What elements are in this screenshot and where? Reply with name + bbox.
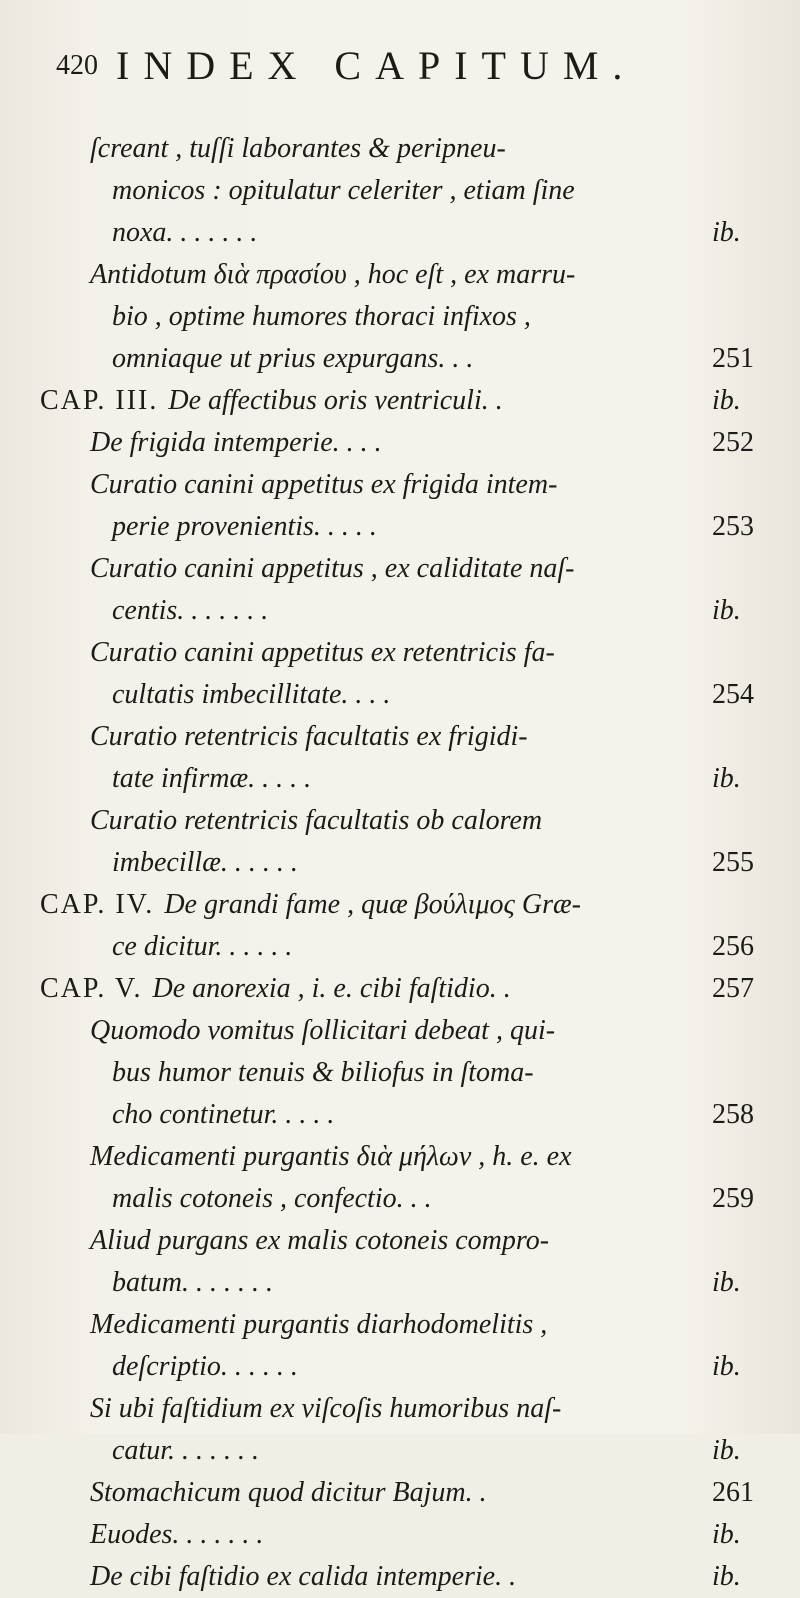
entry-text: cho continetur. . . . . [112, 1099, 335, 1130]
entry-line [0, 1472, 800, 1514]
entry-text: Aliud purgans ex malis cotoneis compro- [90, 1225, 550, 1256]
entry-text: centis. . . . . . . [112, 595, 269, 626]
entry-text: omniaque ut prius expurgans. . . [112, 343, 474, 374]
page-number: 420 [56, 50, 98, 81]
entry-page-ref: 256 [712, 931, 754, 962]
entry-page-ref: ib. [712, 595, 741, 626]
entry-text: De affectibus oris ventriculi. . [168, 385, 503, 416]
page-header [56, 38, 756, 98]
entry-line [0, 968, 800, 1010]
entry-text: Medicamenti purgantis διὰ μήλων , h. e. ex [90, 1141, 572, 1172]
index-entry [0, 1010, 800, 1136]
entry-page-ref: 261 [712, 1477, 754, 1508]
chapter-label: CAP. III. [40, 385, 159, 416]
entry-text: Curatio canini appetitus ex retentricis fa- [90, 637, 555, 668]
entry-line [0, 1514, 800, 1556]
entry-text: ce dicitur. . . . . . [112, 931, 293, 962]
index-entries [0, 128, 800, 1598]
entry-line [0, 380, 800, 422]
entry-page-ref: ib. [712, 217, 741, 248]
entry-text: Stomachicum quod dicitur Bajum. . [90, 1477, 487, 1508]
entry-page-ref: 259 [712, 1183, 754, 1214]
entry-line [0, 674, 800, 716]
entry-line [0, 1052, 800, 1094]
entry-line [0, 926, 800, 968]
entry-text: deſcriptio. . . . . . [112, 1351, 298, 1382]
index-entry [0, 422, 800, 464]
entry-text: Curatio canini appetitus ex frigida intem- [90, 469, 558, 500]
entry-page-ref: ib. [712, 1435, 741, 1466]
index-entry [0, 1136, 800, 1220]
entry-text: De frigida intemperie. . . . [90, 427, 382, 458]
entry-page-ref: 257 [712, 973, 754, 1004]
index-entry [0, 716, 800, 800]
entry-page-ref: 251 [712, 343, 754, 374]
entry-line [0, 884, 800, 926]
entry-text: Euodes. . . . . . . [90, 1519, 264, 1550]
entry-page-ref: 253 [712, 511, 754, 542]
entry-line [0, 128, 800, 170]
index-entry [0, 1220, 800, 1304]
entry-text: perie provenientis. . . . . [112, 511, 377, 542]
entry-page-ref: ib. [712, 1519, 741, 1550]
entry-text: malis cotoneis , confectio. . . [112, 1183, 432, 1214]
entry-line [0, 338, 800, 380]
entry-page-ref: 254 [712, 679, 754, 710]
entry-text: imbecillæ. . . . . . [112, 847, 298, 878]
entry-text: Si ubi faſtidium ex viſcoſis humoribus naſ- [90, 1393, 562, 1424]
entry-line [0, 1556, 800, 1598]
entry-page-ref: 252 [712, 427, 754, 458]
entry-line [0, 1094, 800, 1136]
entry-text: Antidotum διὰ πρασίου , hoc eſt , ex marru- [90, 259, 576, 290]
entry-line [0, 590, 800, 632]
entry-line [0, 1430, 800, 1472]
index-entry [0, 128, 800, 254]
entry-text: Curatio retentricis facultatis ob calorem [90, 805, 543, 836]
entry-line [0, 170, 800, 212]
index-entry [0, 254, 800, 380]
entry-page-ref: ib. [712, 763, 741, 794]
index-entry [0, 1556, 800, 1598]
entry-line [0, 842, 800, 884]
entry-line [0, 464, 800, 506]
entry-page-ref: ib. [712, 1267, 741, 1298]
index-entry [0, 800, 800, 884]
entry-line [0, 1304, 800, 1346]
chapter-label: CAP. IV. [40, 889, 155, 920]
entry-text: batum. . . . . . . [112, 1267, 273, 1298]
entry-line [0, 632, 800, 674]
entry-line [0, 506, 800, 548]
entry-line [0, 296, 800, 338]
entry-line [0, 758, 800, 800]
entry-text: Medicamenti purgantis diarhodomelitis , [90, 1309, 548, 1340]
entry-text: Curatio retentricis facultatis ex frigidi- [90, 721, 528, 752]
entry-text: Curatio canini appetitus , ex caliditate naſ- [90, 553, 575, 584]
entry-line [0, 422, 800, 464]
index-entry [0, 632, 800, 716]
index-entry [0, 464, 800, 548]
index-entry [0, 1514, 800, 1556]
entry-text: Quomodo vomitus ſollicitari debeat , qui- [90, 1015, 556, 1046]
entry-page-ref: 258 [712, 1099, 754, 1130]
entry-text: bio , optime humores thoraci infixos , [112, 301, 531, 332]
entry-text: bus humor tenuis & biliofus in ſtoma- [112, 1057, 534, 1088]
entry-text: catur. . . . . . . [112, 1435, 259, 1466]
entry-page-ref: ib. [712, 1561, 741, 1592]
entry-text: De cibi faſtidio ex calida intemperie. . [90, 1561, 517, 1592]
entry-line [0, 1346, 800, 1388]
entry-text: noxa. . . . . . . [112, 217, 258, 248]
entry-text: ſcreant , tuſſi laborantes & peripneu- [90, 133, 506, 164]
entry-page-ref: ib. [712, 385, 741, 416]
entry-line [0, 254, 800, 296]
entry-text: monicos : opitulatur celeriter , etiam ſine [112, 175, 575, 206]
running-title: INDEX CAPITUM. [116, 43, 637, 88]
entry-line [0, 1136, 800, 1178]
index-entry [0, 884, 800, 968]
entry-line [0, 212, 800, 254]
entry-text: tate infirmæ. . . . . [112, 763, 312, 794]
entry-text: De anorexia , i. e. cibi faſtidio. . [152, 973, 511, 1004]
entry-line [0, 800, 800, 842]
entry-line [0, 1010, 800, 1052]
entry-line [0, 716, 800, 758]
entry-text: De grandi fame , quæ βούλιμος Græ- [164, 889, 581, 920]
index-entry [0, 968, 800, 1010]
entry-line [0, 1388, 800, 1430]
index-entry [0, 380, 800, 422]
chapter-label: CAP. V. [40, 973, 143, 1004]
index-entry [0, 548, 800, 632]
index-entry [0, 1472, 800, 1514]
entry-line [0, 1220, 800, 1262]
entry-line [0, 1178, 800, 1220]
index-entry [0, 1304, 800, 1388]
entry-line [0, 548, 800, 590]
entry-text: cultatis imbecillitate. . . . [112, 679, 391, 710]
index-entry [0, 1388, 800, 1472]
entry-page-ref: ib. [712, 1351, 741, 1382]
entry-page-ref: 255 [712, 847, 754, 878]
entry-line [0, 1262, 800, 1304]
